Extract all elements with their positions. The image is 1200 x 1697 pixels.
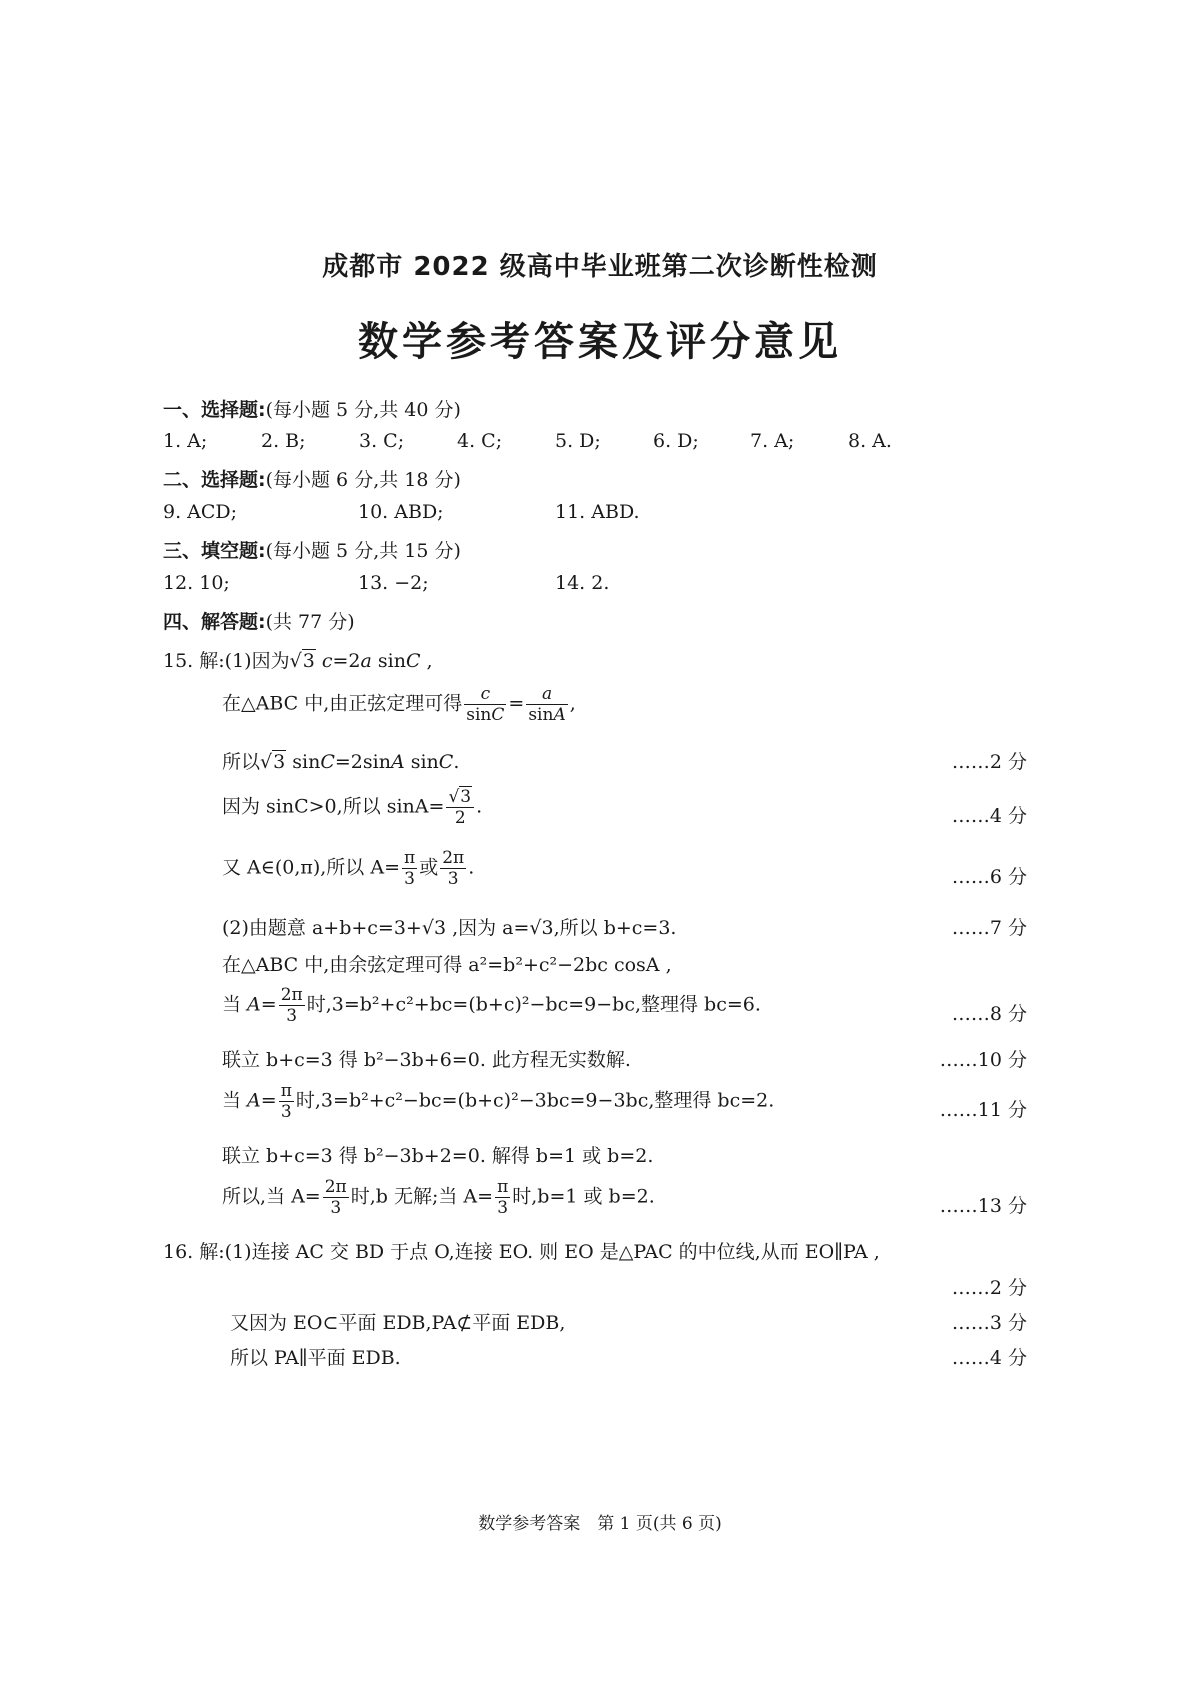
q15-step-6: 又 A∈(0,π),所以 A= $\frac{\pi}{3}$ 或 $\frac{2\pi}{3}$ . <box>222 848 475 889</box>
answer-1: 1. A; <box>163 430 208 452</box>
score-label: ……4 分 <box>951 1347 1027 1369</box>
answer-14: 14. 2. <box>555 572 610 594</box>
q15-solution: 联立 b+c=3 得 b²−3b+2=0. 解得 b=1 或 b=2. <box>222 1145 654 1167</box>
q16-step-3: 又因为 EO⊂平面 EDB,PA⊄平面 EDB, <box>230 1312 566 1334</box>
q15-intro: 15. 解:(1)因为√3 c=2a sinC , <box>163 650 433 672</box>
answer-6: 6. D; <box>653 430 699 452</box>
answer-13: 13. −2; <box>358 572 429 594</box>
answer-10: 10. ABD; <box>358 501 444 523</box>
score-label: ……7 分 <box>951 917 1027 939</box>
section-heading-solve: 四、解答题:(共 77 分) <box>163 611 355 633</box>
answer-4: 4. C; <box>457 430 503 452</box>
score-label: ……2 分 <box>951 751 1027 773</box>
q15-step-2: 所以√3 sinC=2sinA sinC. <box>222 751 460 773</box>
score-label: ……11 分 <box>939 1099 1027 1121</box>
score-label: ……6 分 <box>951 866 1027 888</box>
answer-3: 3. C; <box>359 430 405 452</box>
q16-intro: 16. 解:(1)连接 AC 交 BD 于点 O,连接 EO. 则 EO 是△PAC 的中位线,从而 EO∥PA , <box>163 1241 880 1263</box>
q15-step-4: 因为 sinC>0,所以 sinA= $\frac{√3}{2}$ . <box>222 787 483 828</box>
q15-case-pi3: 当 A= $\frac{\pi}{3}$ 时,3=b²+c²−bc=(b+c)²−3bc=9−3bc,整理得 bc=2. <box>222 1081 775 1122</box>
answer-12: 12. 10; <box>163 572 230 594</box>
section-heading-multi: 二、选择题:(每小题 6 分,共 18 分) <box>163 469 461 491</box>
score-label: ……8 分 <box>951 1003 1027 1025</box>
q15-case-2pi3: 当 A= $\frac{2\pi}{3}$ 时,3=b²+c²+bc=(b+c)²−bc=9−bc,整理得 bc=6. <box>222 985 761 1026</box>
section-heading-fill: 三、填空题:(每小题 5 分,共 15 分) <box>163 540 461 562</box>
score-label: ……13 分 <box>939 1195 1027 1217</box>
q15-conclusion: 所以,当 A= $\frac{2\pi}{3}$ 时,b 无解;当 A= $\frac{\pi}{3}$ 时,b=1 或 b=2. <box>222 1177 655 1218</box>
q15-no-solution: 联立 b+c=3 得 b²−3b+6=0. 此方程无实数解. <box>222 1049 631 1071</box>
answer-11: 11. ABD. <box>555 501 640 523</box>
answer-9: 9. ACD; <box>163 501 238 523</box>
q15-part2: (2)由题意 a+b+c=3+√3 ,因为 a=√3,所以 b+c=3. <box>222 917 677 939</box>
q15-cosine-law: 在△ABC 中,由余弦定理可得 a²=b²+c²−2bc cosA , <box>222 954 672 976</box>
score-label: ……10 分 <box>939 1049 1027 1071</box>
score-label: ……3 分 <box>951 1312 1027 1334</box>
answer-7: 7. A; <box>750 430 795 452</box>
score-label: ……2 分 <box>951 1277 1027 1299</box>
section-heading-choice: 一、选择题:(每小题 5 分,共 40 分) <box>163 399 461 421</box>
answer-8: 8. A. <box>848 430 892 452</box>
document-title: 成都市 2022 级高中毕业班第二次诊断性检测 <box>322 252 878 282</box>
q15-sine-law: 在△ABC 中,由正弦定理可得 $\frac{c}{\sin C}$ = $\frac{a}{\sin A}$ , <box>222 684 576 725</box>
q16-step-4: 所以 PA∥平面 EDB. <box>230 1347 401 1369</box>
document-subtitle: 数学参考答案及评分意见 <box>358 319 842 365</box>
answer-2: 2. B; <box>261 430 306 452</box>
answer-5: 5. D; <box>555 430 601 452</box>
page-footer: 数学参考答案 第 1 页(共 6 页) <box>478 1514 722 1534</box>
score-label: ……4 分 <box>951 805 1027 827</box>
